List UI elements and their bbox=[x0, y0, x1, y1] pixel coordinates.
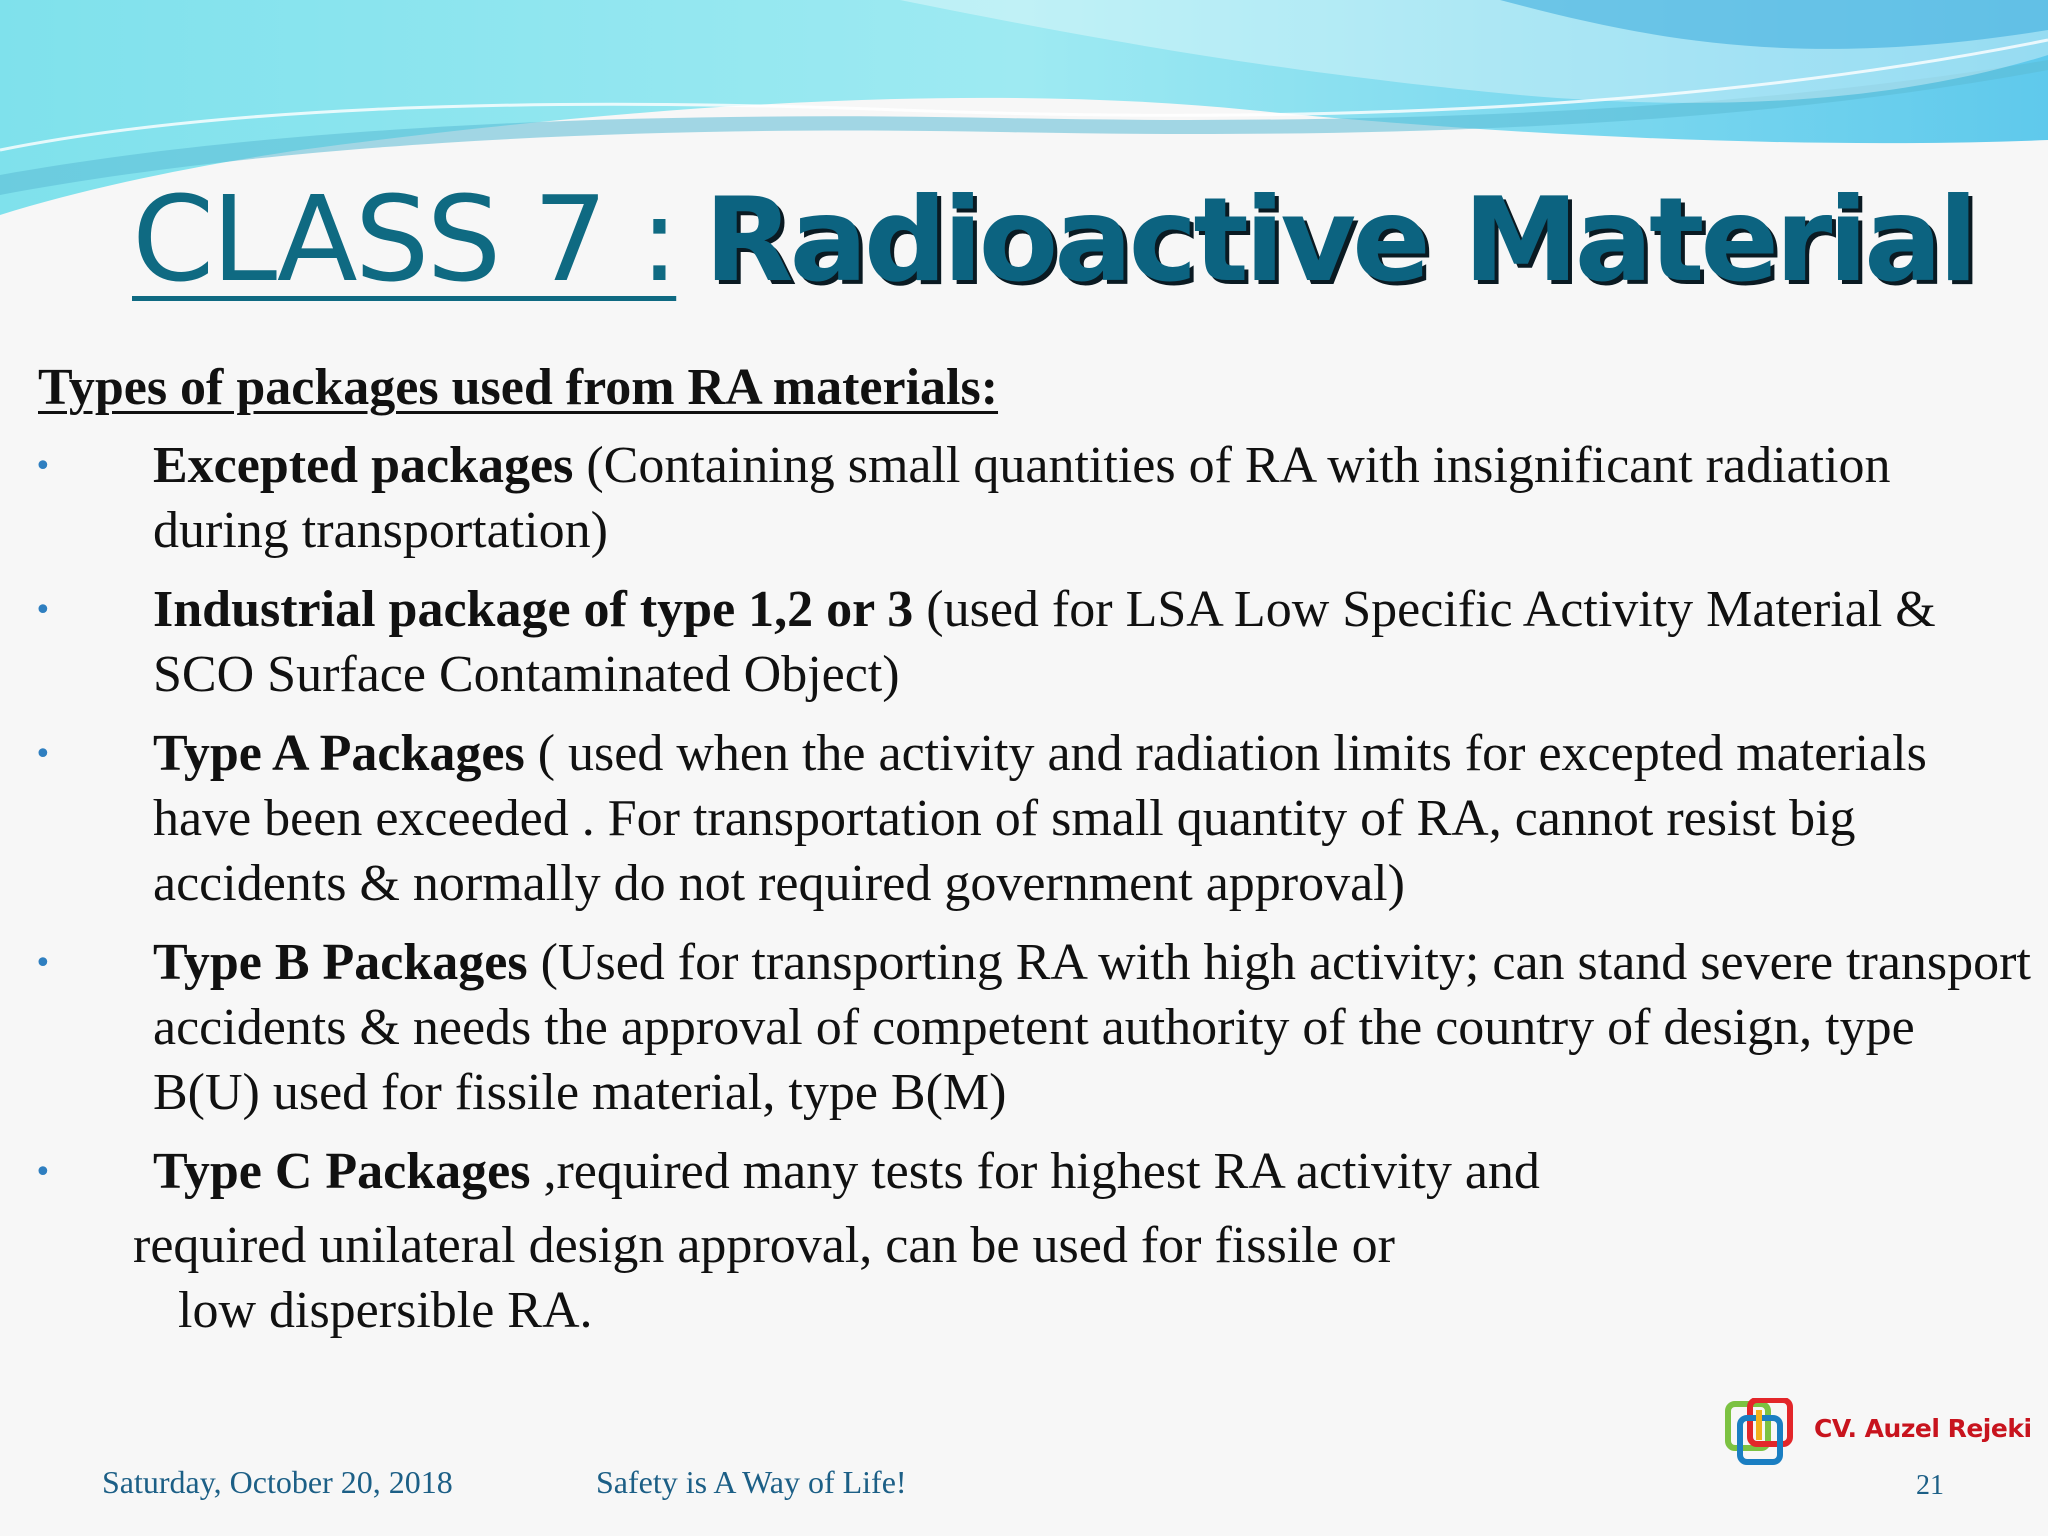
bullet-icon: • bbox=[34, 737, 52, 772]
list-item-term: Type B Packages bbox=[153, 934, 528, 991]
list-item bbox=[0, 721, 2048, 916]
footer-date: Saturday, October 20, 2018 bbox=[102, 1464, 453, 1500]
list-item-description: (Containing small quantities of RA with insignificant radiation during transportation) bbox=[153, 437, 1891, 559]
page-number: 21 bbox=[1916, 1470, 1944, 1501]
bullet-icon: • bbox=[34, 1155, 52, 1190]
title-prefix: CLASS 7 : bbox=[132, 170, 677, 308]
list-item-term: Excepted packages bbox=[153, 437, 574, 494]
bullet-icon: • bbox=[34, 449, 52, 484]
list-item-description: ( used when the activity and radiation limits for excepted materials have been exceeded . For transportation of small quantity of RA, cannot resist big accidents & normally do not required government approval) bbox=[153, 725, 1927, 912]
bullet-icon: • bbox=[34, 946, 52, 981]
list-item-description: (used for LSA Low Specific Activity Material & SCO Surface Contaminated Object) bbox=[153, 581, 1936, 703]
list-item-description: (Used for transporting RA with high activity; can stand severe transport accidents & needs the approval of competent authority of the country of design, type B(U) used for fissile material, type B(M) bbox=[153, 934, 2031, 1121]
list-item bbox=[0, 577, 2048, 707]
slide-title bbox=[132, 170, 1975, 320]
list-item bbox=[0, 1139, 2048, 1204]
list-item-text bbox=[153, 930, 2033, 1125]
list-item bbox=[0, 433, 2048, 563]
logo-mark-icon bbox=[1722, 1398, 1814, 1468]
list-item bbox=[0, 930, 2048, 1125]
list-item-description: ,required many tests for highest RA activity and bbox=[530, 1143, 1540, 1200]
list-item-term: Type A Packages bbox=[153, 725, 525, 782]
title-main: Radioactive Material bbox=[704, 173, 1975, 308]
list-item-text bbox=[153, 577, 2033, 707]
list-item-term: Industrial package of type 1,2 or 3 bbox=[153, 581, 914, 638]
footer-slogan: Safety is A Way of Life! bbox=[596, 1464, 907, 1500]
continuation-line: low dispersible RA. bbox=[178, 1282, 593, 1339]
list-item-text bbox=[153, 721, 2033, 916]
continuation-line: required unilateral design approval, can be used for fissile or bbox=[133, 1217, 1395, 1274]
company-logo bbox=[1722, 1398, 2032, 1468]
list-item-text bbox=[153, 1139, 2033, 1204]
list-item-term: Type C Packages bbox=[153, 1143, 531, 1200]
package-types-list bbox=[0, 433, 2048, 1218]
section-heading: Types of packages used from RA materials: bbox=[38, 359, 999, 416]
bullet-icon: • bbox=[34, 593, 52, 628]
list-item-text bbox=[153, 433, 2033, 563]
logo-text: CV. Auzel Rejeki bbox=[1814, 1414, 2032, 1443]
